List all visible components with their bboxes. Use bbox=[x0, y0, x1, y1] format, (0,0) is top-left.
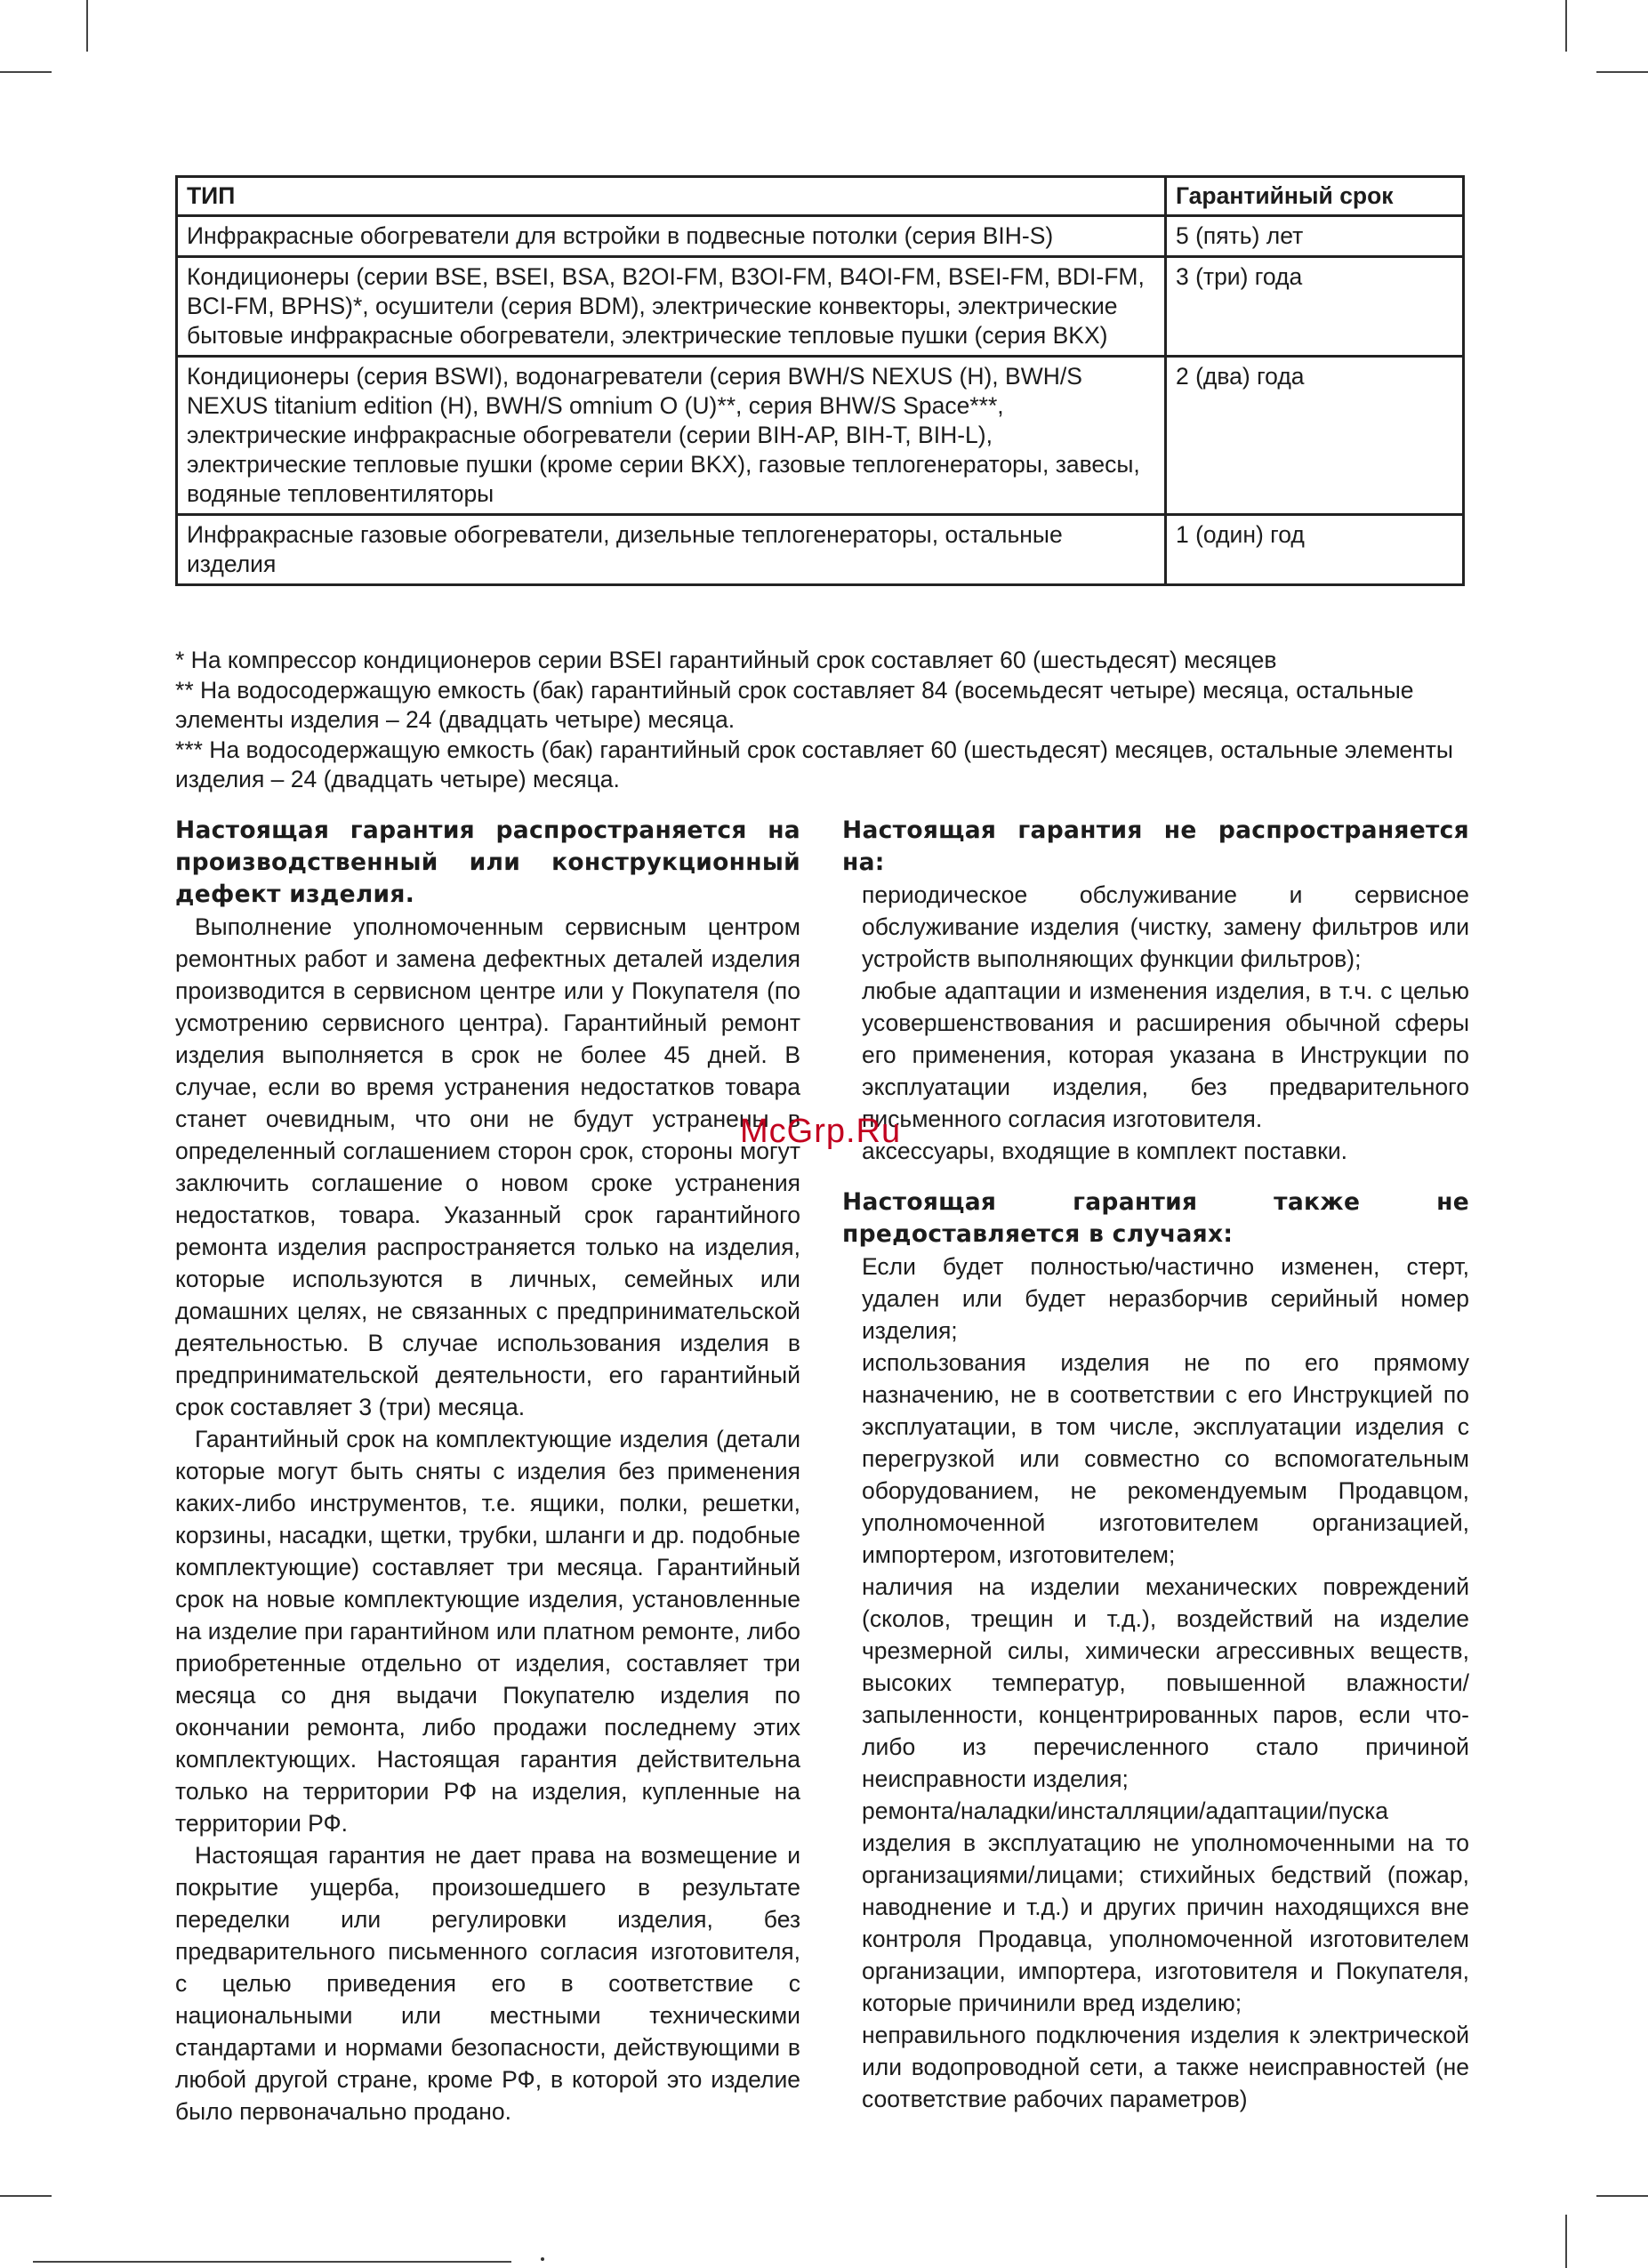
list-item: ремонта/наладки/инсталляции/адаптации/пуска изделия в эксплуатацию не уполномоченными на то организациями/лицами; стихийных бедствий (пожар, наводнение и т.д.) и других причин находящихся вне контроля Продавца, уполномоченной изготовителем организации, импортера, изготовителя и Покупателя, которые причинили вред изделию; bbox=[862, 1798, 1469, 2016]
paragraph: Настоящая гарантия не дает права на возмещение и покрытие ущерба, произошедшего в результате переделки или регулировки изделия, без предварительного письменного согласия изготовителя, с целью приведения его в соответствие с национальными или местными техническими стандартами и нормами безопасности, действующими в любой другой стране, кроме РФ, в которой это изделие было первоначально продано. bbox=[175, 1842, 800, 2125]
table-row bbox=[177, 515, 1464, 585]
warranty-term-cell: 2 (два) года bbox=[1166, 357, 1464, 515]
crop-mark bbox=[1565, 2215, 1567, 2268]
right-column bbox=[842, 815, 1469, 2115]
warranty-term-cell: 1 (один) год bbox=[1166, 515, 1464, 585]
column-header-type: ТИП bbox=[177, 177, 1166, 216]
table-row bbox=[177, 357, 1464, 515]
list-item: неправильного подключения изделия к электрической или водопроводной сети, а также неисправностей (не соответствие рабочих параметров) bbox=[862, 2022, 1469, 2112]
list-item: Если будет полностью/частично изменен, стерт, удален или будет неразборчив серийный номер изделия; bbox=[862, 1253, 1469, 1344]
crop-mark bbox=[86, 0, 88, 52]
table-row bbox=[177, 257, 1464, 357]
footnote: *** На водосодержащую емкость (бак) гарантийный срок составляет 60 (шестьдесят) месяцев, остальные элементы изделия – 24 (двадцать четыре) месяца. bbox=[175, 736, 1453, 792]
product-type-cell: Кондиционеры (серии BSE, BSEI, BSA, B2OI-FM, B3OI-FM, B4OI-FM, BSEI-FM, BDI-FM, BCI-FM, BPHS)*, осушители (серия BDM), электрические конвекторы, электрические бытовые инфракрасные обогреватели, электрические тепловые пушки (серия BKX) bbox=[177, 257, 1166, 357]
exclusions-heading: Настоящая гарантия не распространяется на: bbox=[842, 816, 1469, 876]
product-type-cell: Инфракрасные газовые обогреватели, дизельные теплогенераторы, остальные изделия bbox=[177, 515, 1166, 585]
footer-mark bbox=[541, 2257, 544, 2261]
list-item: периодическое обслуживание и сервисное обслуживание изделия (чистку, замену фильтров или устройств выполняющих функции фильтров); bbox=[862, 881, 1469, 972]
paragraph: Выполнение уполномоченным сервисным центром ремонтных работ и замена дефектных деталей изделия производится в сервисном центре или у Покупателя (по усмотрению сервисного центра). Гарантийный ремонт изделия выполняется в срок не более 45 дней. В случае, если во время устранения недостатков товара станет очевидным, что они не будут устранены в определенный соглашением сторон срок, стороны могут заключить соглашение о новом сроке устранения недостатков, товара. Указанный срок гарантийного ремонта изделия распространяется только на изделия, которые используются в личных, семейных или домашних целях, не связанных с предпринимательской деятельностью. В случае использования изделия в предпринимательской деятельности, его гарантийный срок составляет 3 (три) месяца. bbox=[175, 913, 800, 1420]
product-type-cell: Кондиционеры (серия BSWI), водонагреватели (серия BWH/S NEXUS (H), BWH/S NEXUS titanium edition (H), BWH/S omnium O (U)**, серия BHW/S Space***, электрические инфракрасные обогреватели (серии BIH-AP, BIH-T, BIH-L), электрические тепловые пушки (кроме серии BKX), газовые теплогенераторы, завесы, водяные тепловентиляторы bbox=[177, 357, 1166, 515]
list-item: аксессуары, входящие в комплект поставки. bbox=[862, 1138, 1348, 1164]
footer-rule bbox=[33, 2261, 511, 2263]
list-item: использования изделия не по его прямому назначению, не в соответствии с его Инструкцией по эксплуатации, в том числе, эксплуатации изделия с перегрузкой или совместно со вспомогательным оборудованием, не рекомендуемым Продавцом, уполномоченной изготовителем организацией, импортером, изготовителем; bbox=[862, 1349, 1469, 1568]
footnotes bbox=[175, 646, 1474, 795]
warranty-term-cell: 5 (пять) лет bbox=[1166, 216, 1464, 257]
crop-mark bbox=[0, 71, 52, 73]
crop-mark bbox=[0, 2195, 52, 2197]
not-provided-heading: Настоящая гарантия также не предоставляется в случаях: bbox=[842, 1188, 1469, 1248]
product-type-cell: Инфракрасные обогреватели для встройки в подвесные потолки (серия BIH-S) bbox=[177, 216, 1166, 257]
footnote: ** На водосодержащую емкость (бак) гарантийный срок составляет 84 (восемьдесят четыре) месяца, остальные элементы изделия – 24 (двадцать четыре) месяца. bbox=[175, 676, 1414, 733]
footnote: * На компрессор кондиционеров серии BSEI гарантийный срок составляет 60 (шестьдесят) месяцев bbox=[175, 647, 1277, 673]
warranty-table bbox=[175, 175, 1465, 586]
crop-mark bbox=[1596, 71, 1648, 73]
list-item: любые адаптации и изменения изделия, в т.ч. с целью усовершенствования и расширения обычной сферы его применения, которая указана в Инструкции по эксплуатации изделия, без предварительного письменного согласия изготовителя. bbox=[862, 977, 1469, 1132]
not-provided-list bbox=[842, 1251, 1469, 2115]
site-watermark: McGrp.Ru bbox=[740, 1113, 902, 1150]
paragraph: Гарантийный срок на комплектующие изделия (детали которые могут быть сняты с изделия без применения каких-либо инструментов, т.е. ящики, полки, решетки, корзины, насадки, щетки, трубки, шланги и др. подобные комплектующие) составляет три месяца. Гарантийный срок на новые комплектующие изделия, установленные на изделие при гарантийном или платном ремонте, либо приобретенные отдельно от изделия, составляет три месяца со дня выдачи Покупателю изделия по окончании ремонта, либо продажи последнему этих комплектующих. Настоящая гарантия действительна только на территории РФ на изделия, купленные на территории РФ. bbox=[175, 1426, 800, 1837]
table-row bbox=[177, 216, 1464, 257]
exclusions-list bbox=[842, 879, 1469, 1167]
list-item: наличия на изделии механических повреждений (сколов, трещин и т.д.), воздействий на изделие чрезмерной силы, химически агрессивных веществ, высоких температур, повышенной влажности/запыленности, концентрированных паров, если что-либо из перечисленного стало причиной неисправности изделия; bbox=[862, 1573, 1469, 1792]
table-header-row bbox=[177, 177, 1464, 216]
left-column bbox=[175, 815, 800, 2127]
crop-mark bbox=[1565, 0, 1567, 52]
crop-mark bbox=[1596, 2195, 1648, 2197]
warranty-term-cell: 3 (три) года bbox=[1166, 257, 1464, 357]
column-header-term: Гарантийный срок bbox=[1166, 177, 1464, 216]
coverage-heading: Настоящая гарантия распространяется на производственный или конструкционный дефект изделия. bbox=[175, 816, 800, 908]
